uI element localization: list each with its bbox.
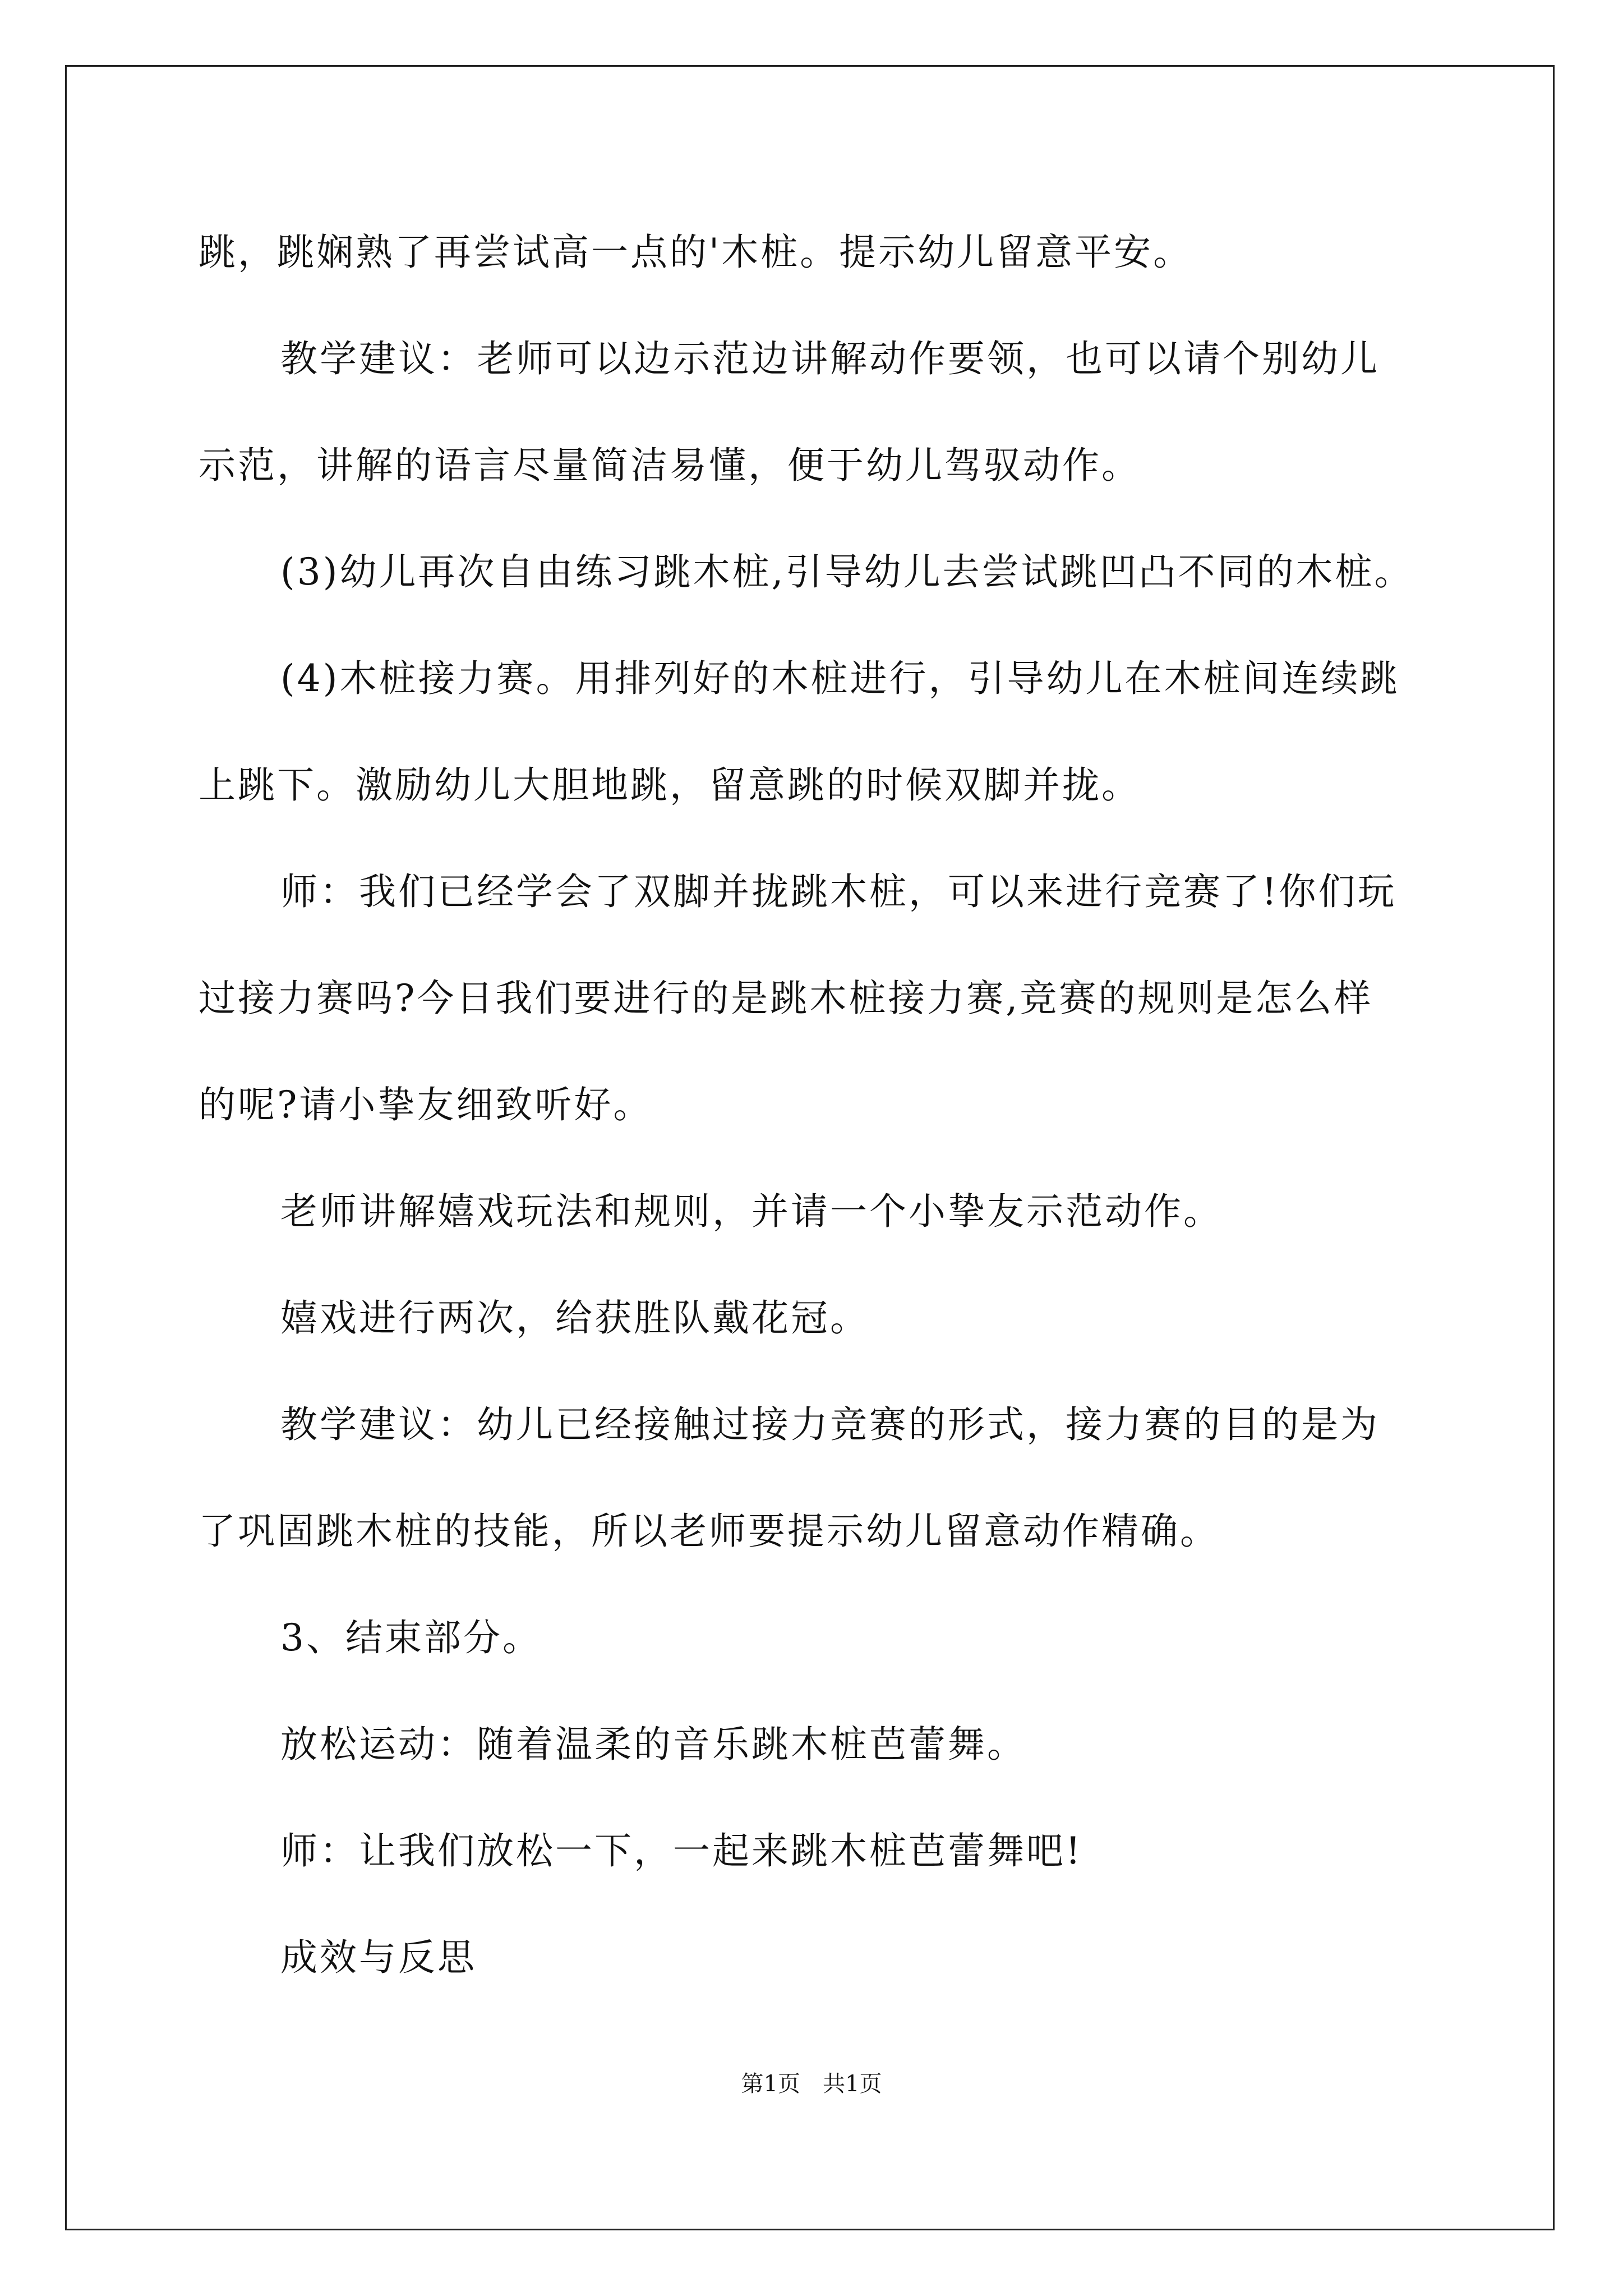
page-border [65,65,1555,2230]
text-line-8: 过接力赛吗?今日我们要进行的是跳木桩接力赛,竞赛的规则是怎么样 [199,977,1373,1020]
text-line-1: 跳，跳娴熟了再尝试高一点的'木桩。提示幼儿留意平安。 [199,231,1193,274]
text-line-14: 3、结束部分。 [280,1616,542,1659]
text-line-7: 师：我们已经学会了双脚并拢跳木桩，可以来进行竞赛了!你们玩 [280,870,1397,913]
text-line-16: 师：让我们放松一下，一起来跳木桩芭蕾舞吧! [280,1829,1083,1872]
page-footer: 第1页 共1页 [741,2071,882,2097]
text-line-12: 教学建议：幼儿已经接触过接力竞赛的形式，接力赛的目的是为 [280,1403,1380,1446]
text-line-3: 示范，讲解的语言尽量简洁易懂，便于幼儿驾驭动作。 [199,444,1141,487]
text-line-2: 教学建议：老师可以边示范边讲解动作要领，也可以请个别幼儿 [280,337,1380,380]
text-line-15: 放松运动：随着温柔的音乐跳木桩芭蕾舞。 [280,1723,1026,1766]
text-line-9: 的呢?请小挚友细致听好。 [199,1083,653,1126]
text-line-5: (4)木桩接力赛。用排列好的木桩进行，引导幼儿在木桩间连续跳 [280,657,1400,700]
text-line-11: 嬉戏进行两次，给获胜队戴花冠。 [280,1296,869,1340]
text-line-10: 老师讲解嬉戏玩法和规则，并请一个小挚友示范动作。 [280,1190,1223,1233]
text-line-4: (3)幼儿再次自由练习跳木桩,引导幼儿去尝试跳凹凸不同的木桩。 [280,550,1414,593]
text-line-17: 成效与反思 [280,1936,477,1979]
text-line-6: 上跳下。激励幼儿大胆地跳，留意跳的时候双脚并拢。 [199,763,1141,807]
text-line-13: 了巩固跳木桩的技能，所以老师要提示幼儿留意动作精确。 [199,1510,1219,1553]
